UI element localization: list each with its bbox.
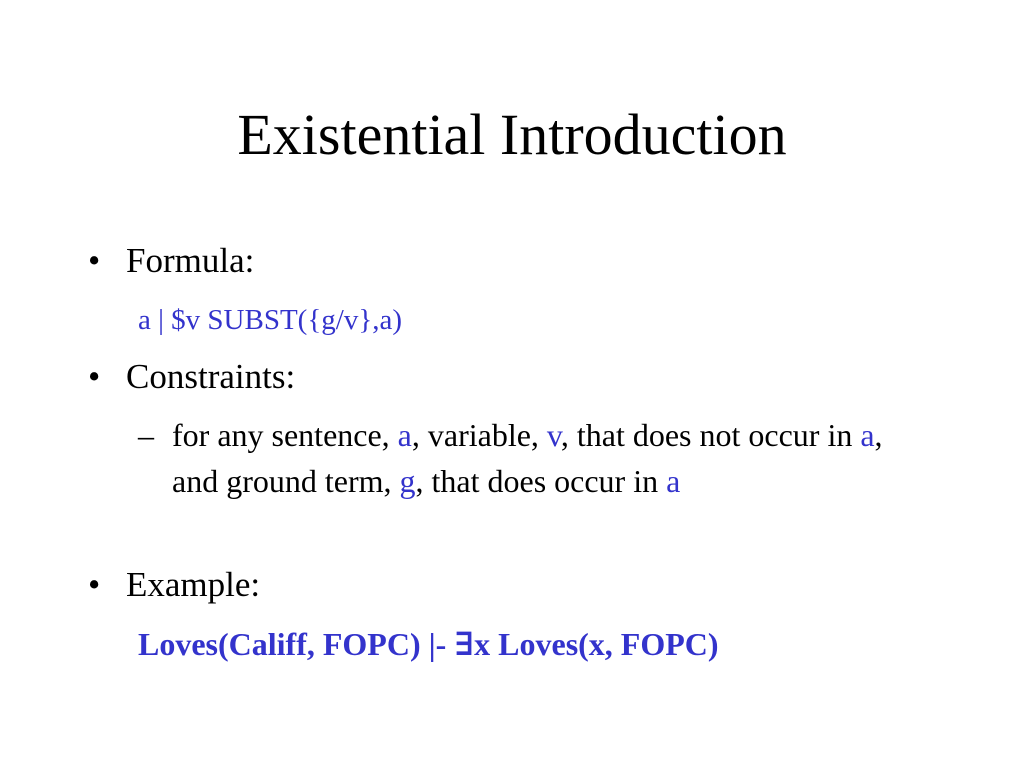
- bullet-label: Constraints:: [126, 357, 296, 396]
- bullet-example: [88, 564, 260, 606]
- text-run: for any sentence,: [172, 417, 398, 453]
- text-run: , and ground term,: [172, 417, 883, 499]
- slide-title: Existential Introduction: [237, 102, 787, 167]
- bullet-marker: •: [88, 357, 101, 396]
- formula-text: a | $v SUBST({g/v},a): [138, 304, 403, 336]
- var-v: v: [546, 417, 561, 453]
- constraint-item: [138, 412, 928, 504]
- constraint-text: [138, 412, 928, 504]
- bullet-label: Formula:: [126, 241, 255, 280]
- text-run: , that does not occur in: [560, 417, 861, 453]
- var-a: a: [397, 417, 412, 453]
- example-text: Loves(Califf, FOPC) |- ∃x Loves(x, FOPC): [138, 626, 719, 662]
- var-a: a: [666, 463, 681, 499]
- var-g: g: [399, 463, 416, 499]
- sub-bullet-marker: –: [138, 417, 154, 453]
- bullet-formula: [88, 240, 254, 282]
- bullet-label: Example:: [126, 565, 261, 604]
- bullet-constraints: [88, 356, 295, 398]
- text-run: , variable,: [411, 417, 547, 453]
- bullet-marker: •: [88, 565, 101, 604]
- bullet-marker: •: [88, 241, 101, 280]
- var-a: a: [860, 417, 875, 453]
- text-run: , that does occur in: [415, 463, 667, 499]
